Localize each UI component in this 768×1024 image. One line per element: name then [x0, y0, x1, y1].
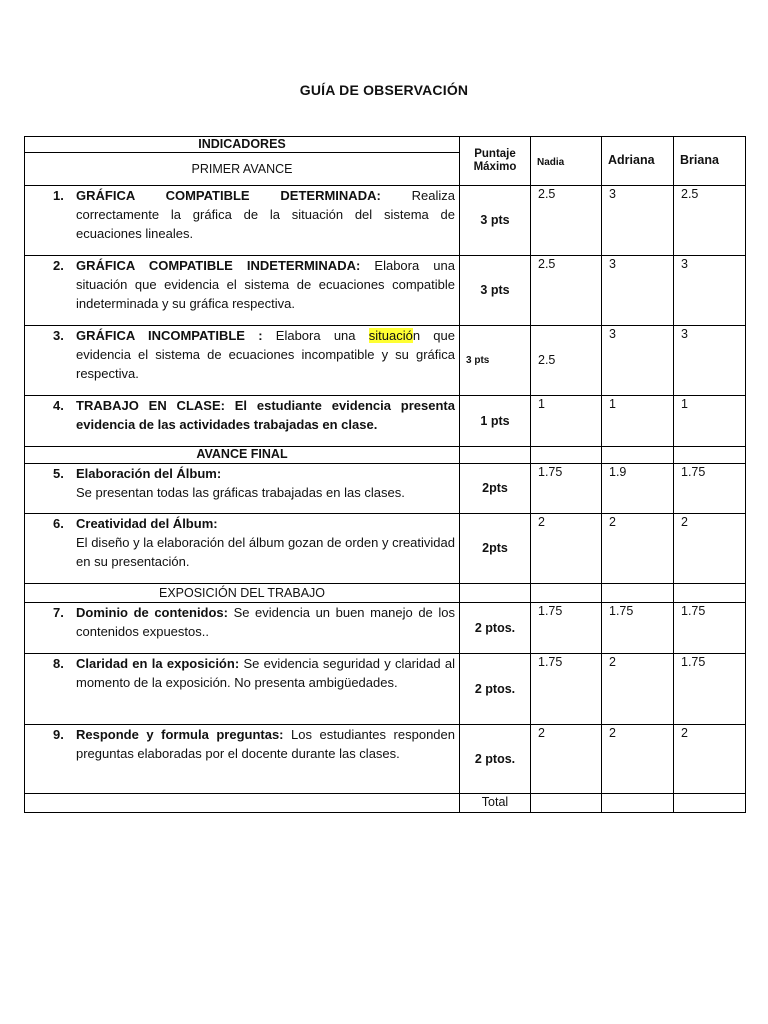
score-briana: 1.75	[674, 464, 746, 514]
indicator-row-6	[25, 514, 460, 584]
max-points: 3 pts	[460, 186, 531, 256]
score-briana: 1.75	[674, 603, 746, 654]
indicator-number: 3.	[53, 328, 64, 343]
indicator-number: 1.	[53, 188, 64, 203]
max-points: 3 pts	[460, 256, 531, 326]
indicator-number: 7.	[53, 605, 64, 620]
score-nadia: 1	[531, 396, 602, 447]
max-points: 2 ptos.	[460, 654, 531, 725]
student-header-adriana: Adriana	[602, 137, 674, 186]
indicator-description: Realiza correctamente la gráfica de la situación del sistema de ecuaciones lineales.	[76, 188, 456, 241]
score-nadia: 2.5	[531, 186, 602, 256]
indicator-row-7	[25, 603, 460, 654]
indicator-title: Creatividad del Álbum:	[76, 516, 218, 531]
indicator-description: Se evidencia seguridad y claridad al momento de la exposición. No presenta ambigüedades.	[76, 656, 455, 690]
total-briana	[674, 794, 746, 813]
max-points: 2pts	[460, 514, 531, 584]
indicator-description: El diseño y la elaboración del álbum gozan de orden y creatividad en su presentación.	[76, 535, 455, 569]
score-adriana: 2	[602, 514, 674, 584]
score-adriana: 1.75	[602, 603, 674, 654]
section-avance-final: AVANCE FINAL	[25, 447, 460, 464]
score-briana: 1.75	[674, 654, 746, 725]
max-points: 2 ptos.	[460, 603, 531, 654]
indicator-title: Elaboración del Álbum:	[76, 466, 222, 481]
section-exposicion: EXPOSICIÓN DEL TRABAJO	[25, 584, 460, 603]
indicator-row-3	[25, 326, 460, 396]
max-points: 2 ptos.	[460, 725, 531, 794]
indicator-row-2	[25, 256, 460, 326]
indicator-description: Se evidencia un buen manejo de los contenidos expuestos..	[76, 605, 455, 639]
indicator-title: TRABAJO EN CLASE: El estudiante evidencia presenta evidencia de las actividades trabajadas en clase.	[76, 398, 455, 432]
indicator-row-5	[25, 464, 460, 514]
score-adriana: 2	[602, 654, 674, 725]
score-nadia: 1.75	[531, 654, 602, 725]
student-header-briana: Briana	[674, 137, 746, 186]
score-briana: 1	[674, 396, 746, 447]
indicator-title: Responde y formula preguntas:	[76, 727, 284, 742]
indicator-number: 8.	[53, 656, 64, 671]
score-briana: 2.5	[674, 186, 746, 256]
indicator-title: GRÁFICA INCOMPATIBLE :	[76, 328, 263, 343]
score-nadia: 2	[531, 514, 602, 584]
score-briana: 3	[674, 326, 746, 396]
indicator-description: Se presentan todas las gráficas trabajadas en las clases.	[76, 485, 405, 500]
score-nadia: 2.5	[531, 326, 602, 396]
score-adriana: 1	[602, 396, 674, 447]
total-label: Total	[460, 794, 531, 813]
page-title: GUÍA DE OBSERVACIÓN	[299, 82, 469, 98]
indicator-description: Los estudiantes responden preguntas elaboradas por el docente durante las clases.	[76, 727, 455, 761]
score-briana: 3	[674, 256, 746, 326]
indicadores-header: INDICADORES	[25, 137, 460, 153]
max-points: 1 pts	[460, 396, 531, 447]
student-header-nadia: Nadia	[531, 137, 602, 186]
score-nadia: 1.75	[531, 464, 602, 514]
score-adriana: 2	[602, 725, 674, 794]
score-nadia: 2	[531, 725, 602, 794]
puntaje-maximo-header: Puntaje Máximo	[460, 137, 531, 186]
indicator-description: Elabora una situación que evidencia el sistema de ecuaciones compatible indeterminada y su gráfica respectiva.	[76, 258, 455, 311]
indicator-row-4	[25, 396, 460, 447]
indicator-row-1	[25, 186, 460, 256]
score-briana: 2	[674, 725, 746, 794]
score-briana: 2	[674, 514, 746, 584]
indicator-number: 4.	[53, 398, 64, 413]
indicator-description: Elabora una	[262, 328, 369, 343]
score-nadia: 2.5	[531, 256, 602, 326]
score-adriana: 3	[602, 186, 674, 256]
total-adriana	[602, 794, 674, 813]
indicator-title: Dominio de contenidos:	[76, 605, 228, 620]
indicator-number: 5.	[53, 466, 64, 481]
score-adriana: 1.9	[602, 464, 674, 514]
indicator-title: GRÁFICA COMPATIBLE INDETERMINADA:	[76, 258, 361, 273]
max-points: 2pts	[460, 464, 531, 514]
indicator-description-cont: n que evidencia el sistema de ecuaciones incompatible y su gráfica respectiva.	[76, 328, 455, 381]
score-adriana: 3	[602, 326, 674, 396]
indicator-title: GRÁFICA COMPATIBLE DETERMINADA:	[76, 188, 381, 203]
score-adriana: 3	[602, 256, 674, 326]
indicator-number: 2.	[53, 258, 64, 273]
indicator-number: 9.	[53, 727, 64, 742]
score-nadia: 1.75	[531, 603, 602, 654]
indicator-title: Claridad en la exposición:	[76, 656, 240, 671]
indicator-number: 6.	[53, 516, 64, 531]
max-points: 3 pts	[460, 326, 531, 396]
section-primer-avance: PRIMER AVANCE	[25, 153, 460, 186]
observation-table	[24, 136, 746, 813]
indicator-row-8	[25, 654, 460, 725]
indicator-row-9	[25, 725, 460, 794]
highlighted-text: situació	[368, 328, 413, 343]
total-nadia	[531, 794, 602, 813]
